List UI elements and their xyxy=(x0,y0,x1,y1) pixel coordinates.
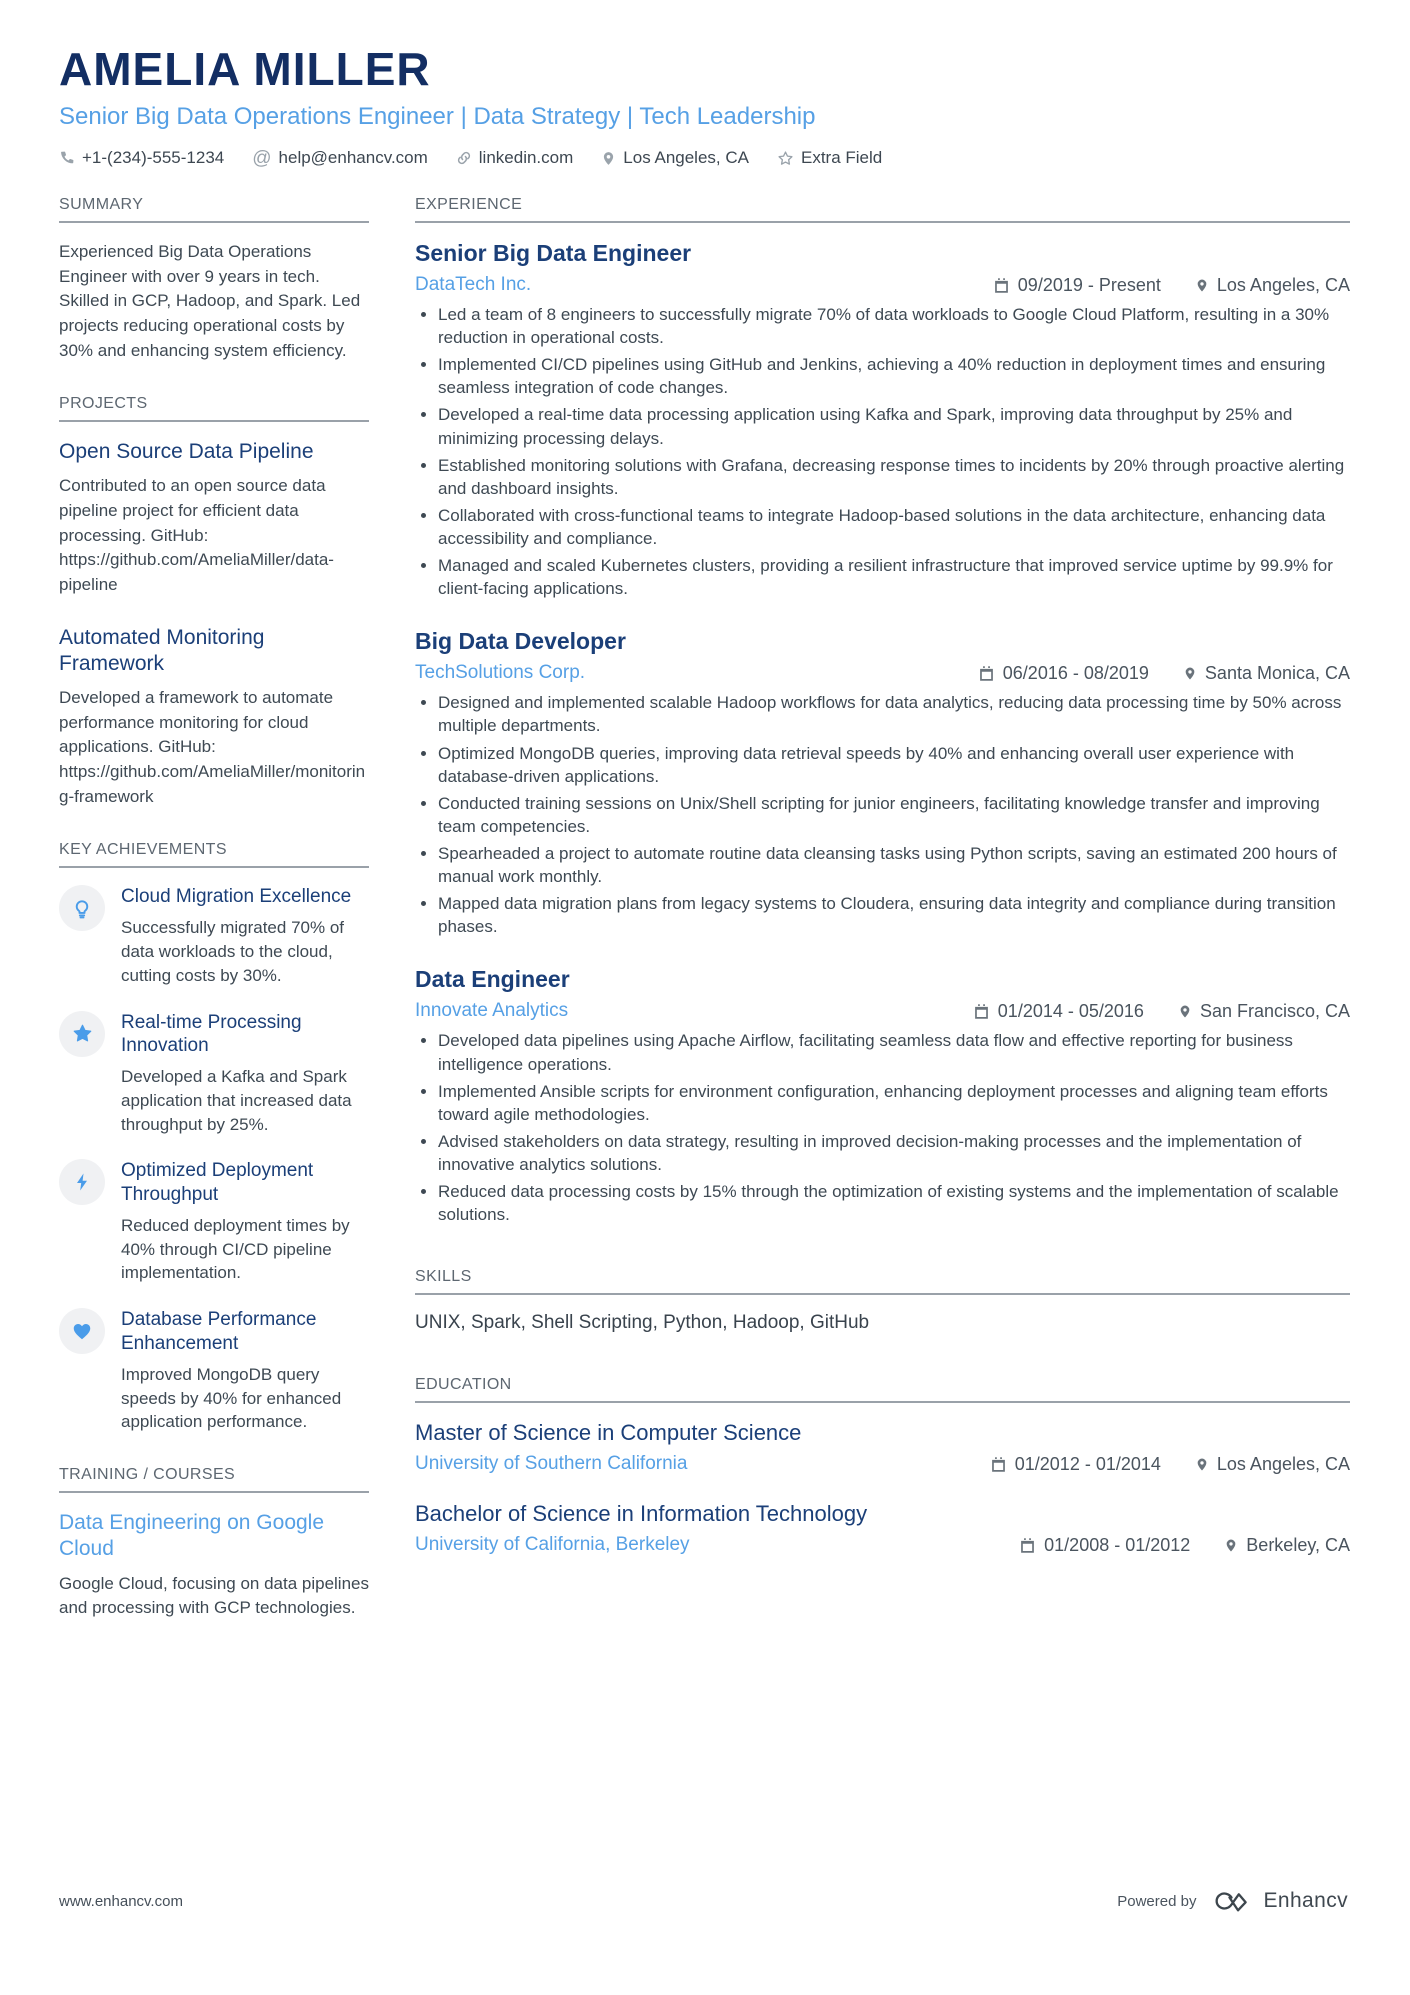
project-description: Contributed to an open source data pipeline project for efficient data processing. GitHub: https://github.com/AmeliaMiller/data-pipeline xyxy=(59,476,334,595)
summary-text: Experienced Big Data Operations Engineer with over 9 years in tech. Skilled in GCP, Hadoop, and Spark. Led projects reducing operational costs by 30% and enhancing system efficiency. xyxy=(59,242,361,360)
project-title: Open Source Data Pipeline xyxy=(59,440,314,464)
job-bullets xyxy=(415,691,1350,938)
skills-list: UNIX, Spark, Shell Scripting, Python, Hadoop, GitHub xyxy=(415,1312,870,1334)
phone-icon xyxy=(59,150,75,166)
achievement-title: Optimized Deployment Throughput xyxy=(121,1160,314,1206)
training-section xyxy=(59,1466,369,1621)
job-meta-row xyxy=(415,1000,1350,1022)
contact-email-text: help@enhancv.com xyxy=(278,148,428,167)
job-bullet: • Managed and scaled Kubernetes clusters, providing a resilient infrastructure that improved service uptime by 99.9% for client-facing applications. xyxy=(438,554,1350,600)
job-location: Los Angeles, CA xyxy=(1195,275,1350,296)
contact-row xyxy=(59,148,1350,168)
page-footer xyxy=(59,1888,1348,1914)
achievement-item xyxy=(59,1308,369,1434)
job-title: Big Data Developer xyxy=(415,628,626,655)
project-title: Automated Monitoring Framework xyxy=(59,625,265,675)
job-bullet: • Led a team of 8 engineers to successfully migrate 70% of data workloads to Google Cloud Platform, resulting in a 30% reduction in operational costs. xyxy=(438,303,1350,349)
achievement-item xyxy=(59,1159,369,1285)
education-entry xyxy=(415,1420,1350,1475)
achievement-title: Database Performance Enhancement xyxy=(121,1309,317,1355)
course-title: Data Engineering on Google Cloud xyxy=(59,1511,325,1561)
calendar-icon xyxy=(990,1456,1007,1473)
job-entry xyxy=(415,628,1350,938)
job-meta-row xyxy=(415,662,1350,684)
job-entry xyxy=(415,240,1350,600)
enhancv-logo-icon xyxy=(1210,1888,1254,1914)
job-entry xyxy=(415,966,1350,1226)
job-bullet: • Optimized MongoDB queries, improving data retrieval speeds by 40% and enhancing overall user experience with database-driven applications. xyxy=(438,742,1350,788)
projects-section xyxy=(59,395,369,809)
job-bullet: • Reduced data processing costs by 15% through the optimization of existing systems and the implementation of scalable solutions. xyxy=(438,1180,1350,1226)
location-pin-icon xyxy=(1183,665,1197,682)
job-bullet: • Implemented CI/CD pipelines using GitHub and Jenkins, achieving a 40% reduction in deployment times and ensuring seamless integration of code changes. xyxy=(438,353,1350,399)
job-meta-row xyxy=(415,274,1350,296)
job-bullet: • Developed data pipelines using Apache Airflow, facilitating seamless data flow and effective reporting for business intelligence operations. xyxy=(438,1029,1350,1075)
lightbulb-icon xyxy=(59,885,105,931)
education-location: Berkeley, CA xyxy=(1224,1535,1350,1556)
project-description: Developed a framework to automate performance monitoring for cloud applications. GitHub: https://github.com/AmeliaMiller/monitoring-framework xyxy=(59,688,366,806)
education-meta-row xyxy=(415,1453,1350,1475)
location-pin-icon xyxy=(1195,277,1209,294)
heart-icon xyxy=(59,1308,105,1354)
achievements-section xyxy=(59,841,369,1434)
contact-link-text: linkedin.com xyxy=(478,148,574,167)
person-name: AMELIA MILLER xyxy=(59,43,431,95)
resume-header xyxy=(59,42,1350,168)
education-heading: EDUCATION xyxy=(415,1376,1350,1403)
school-name: University of California, Berkeley xyxy=(415,1534,690,1556)
link-icon xyxy=(456,150,472,166)
job-dates: 01/2014 - 05/2016 xyxy=(973,1001,1144,1022)
contact-extra-text: Extra Field xyxy=(800,148,883,167)
achievement-description: Developed a Kafka and Spark application that increased data throughput by 25%. xyxy=(121,1067,352,1134)
job-bullet: • Advised stakeholders on data strategy, resulting in improved decision-making processes and the implementation of innovative analytics solutions. xyxy=(438,1130,1350,1176)
experience-section xyxy=(415,196,1350,1226)
job-location: Santa Monica, CA xyxy=(1183,663,1350,684)
star-outline-icon xyxy=(777,150,794,167)
job-bullet: • Mapped data migration plans from legacy systems to Cloudera, ensuring data integrity and compliance during transition phases. xyxy=(438,892,1350,938)
course-description: Google Cloud, focusing on data pipelines and processing with GCP technologies. xyxy=(59,1573,369,1618)
education-entry xyxy=(415,1501,1350,1556)
job-bullet: • Implemented Ansible scripts for environment configuration, enhancing deployment processes and aligning team efforts toward agile methodologies. xyxy=(438,1080,1350,1126)
job-bullet: • Designed and implemented scalable Hadoop workflows for data analytics, reducing data processing time by 50% across multiple departments. xyxy=(438,691,1350,737)
job-dates: 06/2016 - 08/2019 xyxy=(978,663,1149,684)
job-title: Data Engineer xyxy=(415,966,570,993)
summary-heading: SUMMARY xyxy=(59,196,369,223)
job-title: Senior Big Data Engineer xyxy=(415,240,692,266)
enhancv-brand-name: Enhancv xyxy=(1263,1889,1348,1912)
calendar-icon xyxy=(973,1003,990,1020)
location-pin-icon xyxy=(1195,1456,1209,1473)
contact-phone[interactable] xyxy=(59,148,224,168)
job-bullet: • Developed a real-time data processing application using Kafka and Spark, improving data throughput by 25% and minimizing processing delays. xyxy=(438,403,1350,449)
company-name: TechSolutions Corp. xyxy=(415,662,586,684)
achievement-description: Successfully migrated 70% of data workloads to the cloud, cutting costs by 30%. xyxy=(121,918,344,985)
calendar-icon xyxy=(993,277,1010,294)
projects-heading: PROJECTS xyxy=(59,395,369,422)
contact-location-text: Los Angeles, CA xyxy=(623,148,749,167)
achievement-item xyxy=(59,885,369,987)
location-pin-icon xyxy=(601,150,616,167)
job-bullets xyxy=(415,303,1350,600)
education-dates: 01/2008 - 01/2012 xyxy=(1019,1535,1190,1556)
email-at-icon: @ xyxy=(252,147,272,169)
degree-title: Master of Science in Computer Science xyxy=(415,1420,802,1446)
school-name: University of Southern California xyxy=(415,1453,688,1475)
education-section xyxy=(415,1376,1350,1556)
star-icon xyxy=(59,1011,105,1057)
achievements-heading: KEY ACHIEVEMENTS xyxy=(59,841,369,868)
contact-email[interactable] xyxy=(252,148,428,168)
company-name: Innovate Analytics xyxy=(415,1000,569,1022)
person-headline: Senior Big Data Operations Engineer | Data Strategy | Tech Leadership xyxy=(59,103,816,130)
job-bullets xyxy=(415,1029,1350,1226)
contact-link[interactable] xyxy=(456,148,574,168)
project-item xyxy=(59,625,369,810)
job-bullet: • Spearheaded a project to automate routine data cleansing tasks using Python scripts, saving an estimated 200 hours of manual work monthly. xyxy=(438,842,1350,888)
contact-phone-text: +1-(234)-555-1234 xyxy=(82,148,225,167)
contact-extra xyxy=(777,148,882,168)
location-pin-icon xyxy=(1224,1537,1238,1554)
achievement-item xyxy=(59,1011,369,1137)
training-heading: TRAINING / COURSES xyxy=(59,1466,369,1493)
bolt-icon xyxy=(59,1159,105,1205)
achievement-description: Reduced deployment times by 40% through CI/CD pipeline implementation. xyxy=(121,1215,350,1283)
project-item xyxy=(59,439,369,597)
achievement-title: Real-time Processing Innovation xyxy=(121,1011,302,1057)
contact-location xyxy=(601,148,749,168)
powered-by-block[interactable] xyxy=(1117,1888,1348,1914)
education-location: Los Angeles, CA xyxy=(1195,1454,1350,1475)
calendar-icon xyxy=(1019,1537,1036,1554)
education-meta-row xyxy=(415,1534,1350,1556)
job-bullet: • Established monitoring solutions with Grafana, decreasing response times to incidents by 20% through proactive alerting and dashboard insights. xyxy=(438,454,1350,500)
skills-section xyxy=(415,1268,1350,1334)
job-bullet: • Collaborated with cross-functional teams to integrate Hadoop-based solutions in the data architecture, enhancing data accessibility and compliance. xyxy=(438,504,1350,550)
summary-section xyxy=(59,196,369,363)
location-pin-icon xyxy=(1178,1003,1192,1020)
skills-heading: SKILLS xyxy=(415,1268,1350,1295)
company-name: DataTech Inc. xyxy=(415,274,532,295)
job-dates: 09/2019 - Present xyxy=(993,275,1161,296)
achievement-description: Improved MongoDB query speeds by 40% for enhanced application performance. xyxy=(121,1364,342,1432)
left-column xyxy=(59,196,369,1653)
course-item xyxy=(59,1510,369,1621)
achievement-title: Cloud Migration Excellence xyxy=(121,886,352,908)
powered-by-label: Powered by xyxy=(1117,1892,1197,1910)
experience-heading: EXPERIENCE xyxy=(415,196,1350,223)
job-location: San Francisco, CA xyxy=(1178,1001,1350,1022)
right-column xyxy=(415,196,1350,1653)
degree-title: Bachelor of Science in Information Technology xyxy=(415,1501,868,1527)
education-dates: 01/2012 - 01/2014 xyxy=(990,1454,1161,1475)
calendar-icon xyxy=(978,665,995,682)
footer-website-link[interactable]: www.enhancv.com xyxy=(59,1892,183,1910)
job-bullet: • Conducted training sessions on Unix/Shell scripting for junior engineers, facilitating knowledge transfer and improving team competencies. xyxy=(438,792,1350,838)
